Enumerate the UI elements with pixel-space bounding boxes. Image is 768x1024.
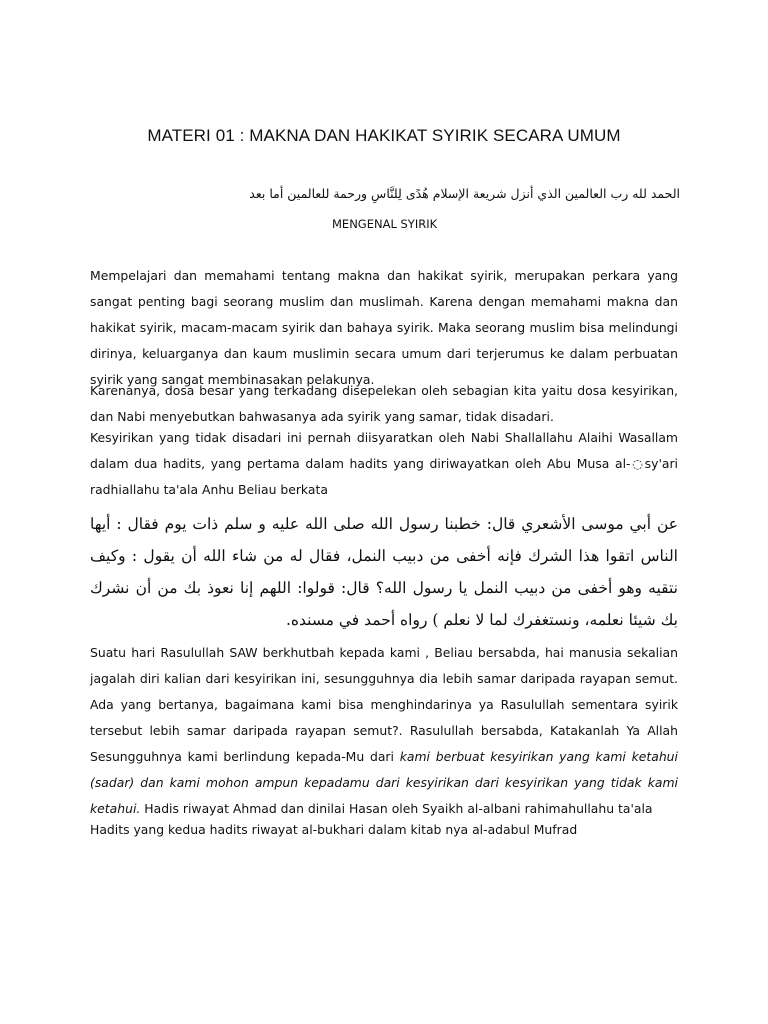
- translation-italic-text: kami berbuat kesyirikan yang kami ketahui (sadar) dan kami mohon ampun kepadamu dari kesyirikan dari kesyirikan yang tidak kami ketahui.: [90, 749, 678, 816]
- page-title: MATERI 01 : MAKNA DAN HAKIKAT SYIRIK SECARA UMUM: [147, 126, 621, 145]
- arabic-hadith-text: عن أبي موسى الأشعري قال: خطبنا رسول الله صلى الله عليه و سلم ذات يوم فقال : أيها الناس اتقوا هذا الشرك فإنه أخفى من دبيب النمل، فقال له من شاء الله أن يقول : وكيف نتقيه وهو أخفى من دبيب النمل يا رسول الله؟ قال: قولوا: اللهم إنا نعوذ بك من أن نشرك بك شيئا نعلمه، ونستغفرك لما لا نعلم ) رواه أحمد في مسنده.: [90, 515, 678, 629]
- paragraph-intro: Mempelajari dan memahami tentang makna dan hakikat syirik, merupakan perkara yang sangat penting bagi seorang muslim dan muslimah. Karena dengan memahami makna dan hakikat syirik, macam-macam syirik dan bahaya syirik. Maka seorang muslim bisa melindungi dirinya, keluarganya dan kaum muslimin secara umum dari terjerumus ke dalam perbuatan syirik yang sangat membinasakan pelakunya.: [90, 268, 678, 387]
- section-heading: MENGENAL SYIRIK: [332, 217, 438, 231]
- paragraph-dosa-besar: Karenanya, dosa besar yang terkadang disepelekan oleh sebagian kita yaitu dosa kesyirikan, dan Nabi menyebutkan bahwasanya ada syirik yang samar, tidak disadari.: [90, 383, 678, 424]
- translation-text-start: Suatu hari Rasulullah SAW berkhutbah kepada kami , Beliau bersabda, hai manusia sekalian jagalah diri kalian dari kesyirikan ini, sesungguhnya dia lebih samar daripada rayapan semut. Ada yang bertanya, bagaimana kami bisa menghindarinya ya Rasulullah sementara syirik tersebut lebih samar daripada rayapan semut?. Rasulullah bersabda, Katakanlah Ya Allah Sesungguhnya kami berlindung kepada-Mu dari: [90, 645, 678, 764]
- paragraph-hadits-intro: Kesyirikan yang tidak disadari ini pernah diisyaratkan oleh Nabi Shallallahu Alaihi Wasallam dalam dua hadits, yang pertama dalam hadits yang diriwayatkan oleh Abu Musa al-◌sy'ari radhiallahu ta'ala Anhu Beliau berkata: [90, 430, 678, 497]
- translation-text-end: Hadis riwayat Ahmad dan dinilai Hasan oleh Syaikh al-albani rahimahullahu ta'ala: [140, 801, 653, 816]
- paragraph-second-hadith: Hadits yang kedua hadits riwayat al-bukhari dalam kitab nya al-adabul Mufrad: [90, 822, 578, 837]
- arabic-opening-text: الحمد لله رب العالمين الذي أنزل شريعة الإسلام هُدًى لِلنَّاسِ ورحمة للعالمين أما بعد: [249, 186, 680, 201]
- paragraph-hadith-translation: [90, 640, 678, 822]
